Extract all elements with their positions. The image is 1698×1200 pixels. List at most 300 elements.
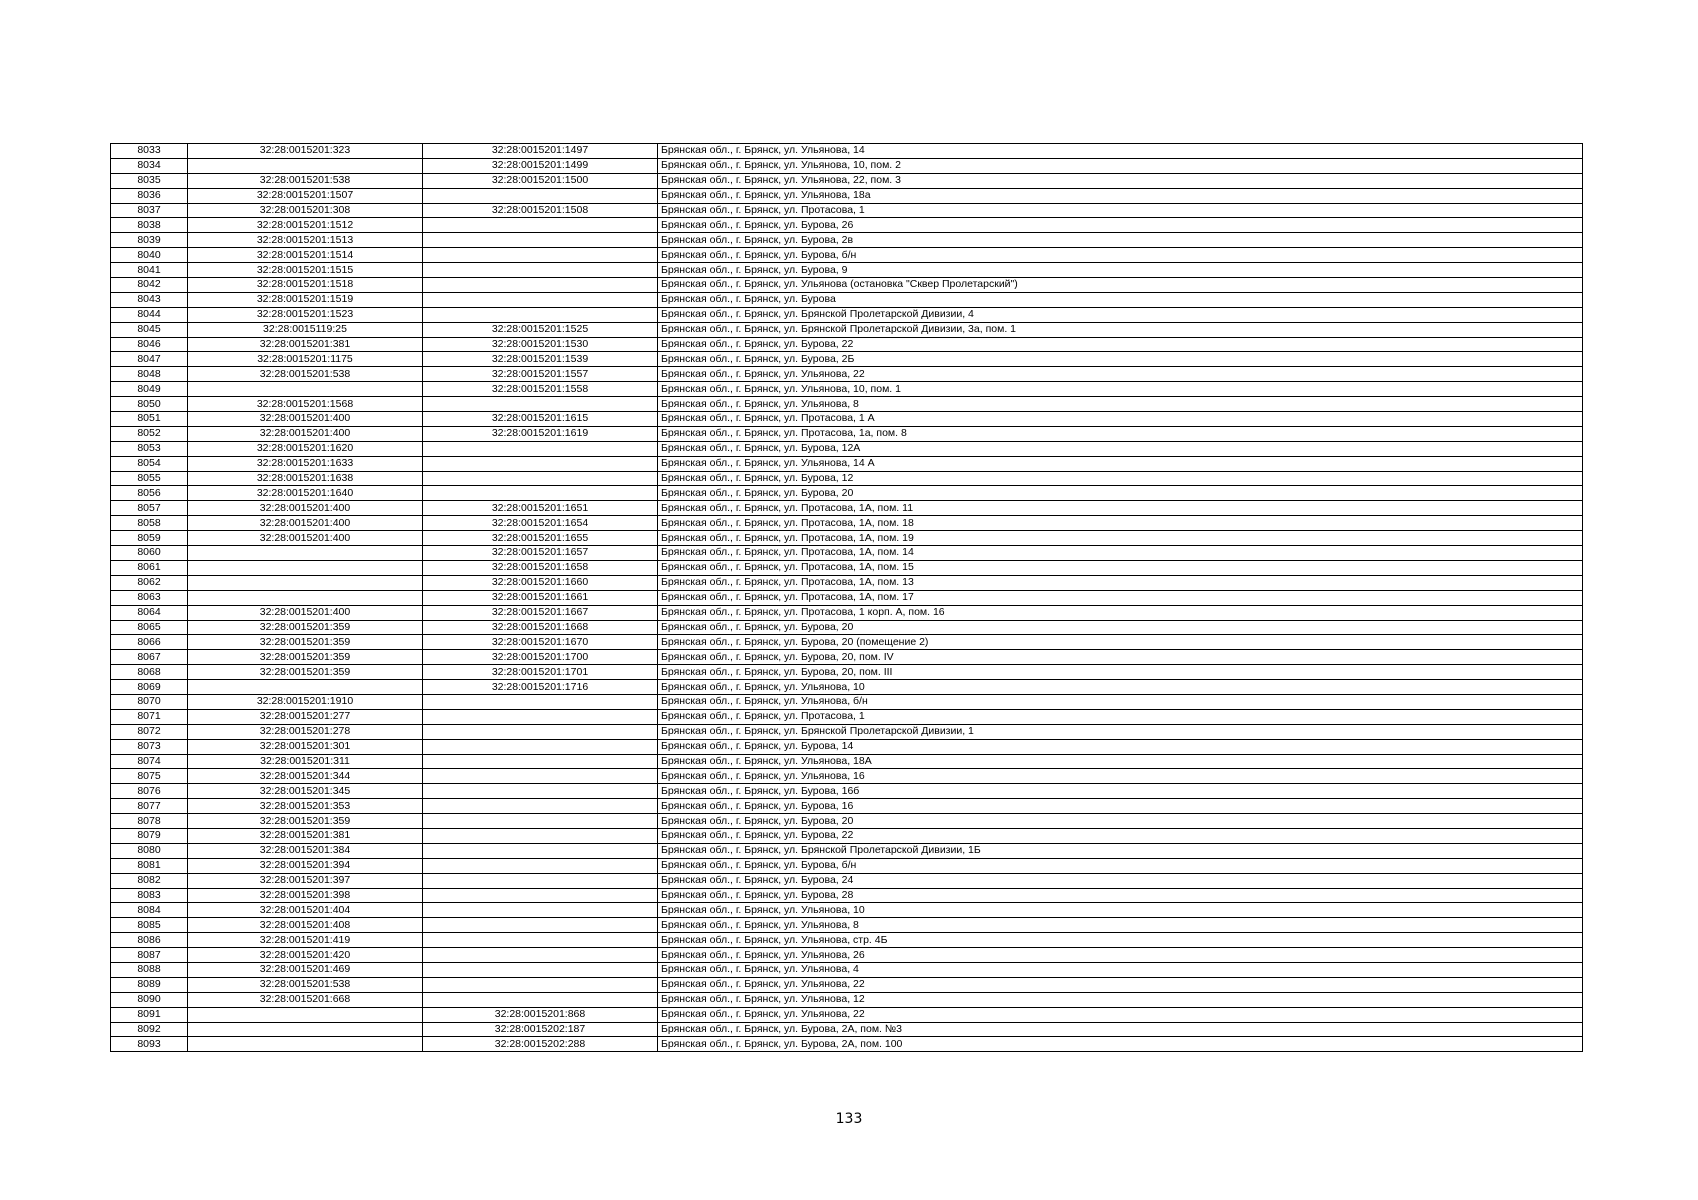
row-number-cell: 8071 xyxy=(111,709,188,724)
table-row xyxy=(111,292,1583,307)
land-cadastral-number-cell xyxy=(188,1022,423,1037)
address-cell: Брянская обл., г. Брянск, ул. Ульянова, 22 xyxy=(658,367,1583,382)
address-cell: Брянская обл., г. Брянск, ул. Бурова, 20 xyxy=(658,486,1583,501)
land-cadastral-number-cell: 32:28:0015201:469 xyxy=(188,962,423,977)
land-cadastral-number-cell: 32:28:0015201:1514 xyxy=(188,248,423,263)
table-row xyxy=(111,337,1583,352)
table-row xyxy=(111,918,1583,933)
table-row xyxy=(111,188,1583,203)
table-row xyxy=(111,1022,1583,1037)
table-row xyxy=(111,233,1583,248)
object-cadastral-number-cell: 32:28:0015201:1654 xyxy=(423,516,658,531)
address-cell: Брянская обл., г. Брянск, ул. Протасова, 1А, пом. 17 xyxy=(658,590,1583,605)
object-cadastral-number-cell: 32:28:0015201:868 xyxy=(423,1007,658,1022)
row-number-cell: 8055 xyxy=(111,471,188,486)
land-cadastral-number-cell: 32:28:0015201:301 xyxy=(188,739,423,754)
table-row xyxy=(111,828,1583,843)
object-cadastral-number-cell: 32:28:0015201:1716 xyxy=(423,680,658,695)
row-number-cell: 8051 xyxy=(111,412,188,427)
row-number-cell: 8034 xyxy=(111,158,188,173)
address-cell: Брянская обл., г. Брянск, ул. Ульянова, 22 xyxy=(658,1007,1583,1022)
land-cadastral-number-cell: 32:28:0015201:1519 xyxy=(188,292,423,307)
land-cadastral-number-cell: 32:28:0015201:359 xyxy=(188,650,423,665)
address-cell: Брянская обл., г. Брянск, ул. Брянской Пролетарской Дивизии, 1 xyxy=(658,724,1583,739)
object-cadastral-number-cell xyxy=(423,843,658,858)
land-cadastral-number-cell: 32:28:0015201:397 xyxy=(188,873,423,888)
table-row xyxy=(111,263,1583,278)
row-number-cell: 8082 xyxy=(111,873,188,888)
object-cadastral-number-cell xyxy=(423,307,658,322)
row-number-cell: 8081 xyxy=(111,858,188,873)
row-number-cell: 8087 xyxy=(111,948,188,963)
table-row xyxy=(111,412,1583,427)
land-cadastral-number-cell: 32:28:0015201:1175 xyxy=(188,352,423,367)
land-cadastral-number-cell xyxy=(188,1037,423,1052)
row-number-cell: 8070 xyxy=(111,694,188,709)
row-number-cell: 8054 xyxy=(111,456,188,471)
object-cadastral-number-cell xyxy=(423,784,658,799)
land-cadastral-number-cell: 32:28:0015201:359 xyxy=(188,665,423,680)
table-row xyxy=(111,367,1583,382)
row-number-cell: 8061 xyxy=(111,560,188,575)
land-cadastral-number-cell: 32:28:0015201:400 xyxy=(188,516,423,531)
land-cadastral-number-cell: 32:28:0015201:1515 xyxy=(188,263,423,278)
land-cadastral-number-cell: 32:28:0015201:400 xyxy=(188,531,423,546)
land-cadastral-number-cell xyxy=(188,680,423,695)
row-number-cell: 8037 xyxy=(111,203,188,218)
object-cadastral-number-cell: 32:28:0015201:1667 xyxy=(423,605,658,620)
land-cadastral-number-cell: 32:28:0015201:1513 xyxy=(188,233,423,248)
row-number-cell: 8049 xyxy=(111,382,188,397)
object-cadastral-number-cell xyxy=(423,709,658,724)
land-cadastral-number-cell: 32:28:0015201:353 xyxy=(188,799,423,814)
object-cadastral-number-cell xyxy=(423,888,658,903)
table-row xyxy=(111,278,1583,293)
address-cell: Брянская обл., г. Брянск, ул. Ульянова, стр. 4Б xyxy=(658,933,1583,948)
table-row xyxy=(111,575,1583,590)
address-cell: Брянская обл., г. Брянск, ул. Бурова, 24 xyxy=(658,873,1583,888)
address-cell: Брянская обл., г. Брянск, ул. Ульянова, 18А xyxy=(658,754,1583,769)
row-number-cell: 8050 xyxy=(111,397,188,412)
object-cadastral-number-cell: 32:28:0015201:1539 xyxy=(423,352,658,367)
table-row xyxy=(111,486,1583,501)
address-cell: Брянская обл., г. Брянск, ул. Протасова, 1 xyxy=(658,203,1583,218)
object-cadastral-number-cell xyxy=(423,769,658,784)
table-row xyxy=(111,307,1583,322)
address-cell: Брянская обл., г. Брянск, ул. Бурова, 26 xyxy=(658,218,1583,233)
object-cadastral-number-cell xyxy=(423,799,658,814)
row-number-cell: 8069 xyxy=(111,680,188,695)
object-cadastral-number-cell: 32:28:0015202:288 xyxy=(423,1037,658,1052)
table-row xyxy=(111,158,1583,173)
address-cell: Брянская обл., г. Брянск, ул. Ульянова, 8 xyxy=(658,918,1583,933)
address-cell: Брянская обл., г. Брянск, ул. Брянской Пролетарской Дивизии, 4 xyxy=(658,307,1583,322)
address-cell: Брянская обл., г. Брянск, ул. Ульянова, 10, пом. 1 xyxy=(658,382,1583,397)
row-number-cell: 8039 xyxy=(111,233,188,248)
address-cell: Брянская обл., г. Брянск, ул. Протасова, 1А, пом. 14 xyxy=(658,546,1583,561)
land-cadastral-number-cell: 32:28:0015119:25 xyxy=(188,322,423,337)
row-number-cell: 8065 xyxy=(111,620,188,635)
address-cell: Брянская обл., г. Брянск, ул. Ульянова, б/н xyxy=(658,694,1583,709)
row-number-cell: 8076 xyxy=(111,784,188,799)
object-cadastral-number-cell: 32:28:0015201:1660 xyxy=(423,575,658,590)
address-cell: Брянская обл., г. Брянск, ул. Брянской Пролетарской Дивизии, 1Б xyxy=(658,843,1583,858)
table-row xyxy=(111,248,1583,263)
row-number-cell: 8045 xyxy=(111,322,188,337)
address-cell: Брянская обл., г. Брянск, ул. Бурова, 2А, пом. 100 xyxy=(658,1037,1583,1052)
table-row xyxy=(111,203,1583,218)
row-number-cell: 8068 xyxy=(111,665,188,680)
row-number-cell: 8089 xyxy=(111,977,188,992)
address-cell: Брянская обл., г. Брянск, ул. Брянской Пролетарской Дивизии, 3а, пом. 1 xyxy=(658,322,1583,337)
land-cadastral-number-cell: 32:28:0015201:400 xyxy=(188,605,423,620)
table-row xyxy=(111,426,1583,441)
table-row xyxy=(111,1007,1583,1022)
table-row xyxy=(111,516,1583,531)
address-cell: Брянская обл., г. Брянск, ул. Бурова, 20, пом. III xyxy=(658,665,1583,680)
table-row xyxy=(111,784,1583,799)
address-cell: Брянская обл., г. Брянск, ул. Бурова, 20, пом. IV xyxy=(658,650,1583,665)
land-cadastral-number-cell: 32:28:0015201:277 xyxy=(188,709,423,724)
land-cadastral-number-cell: 32:28:0015201:400 xyxy=(188,426,423,441)
object-cadastral-number-cell: 32:28:0015201:1701 xyxy=(423,665,658,680)
object-cadastral-number-cell xyxy=(423,456,658,471)
table-row xyxy=(111,769,1583,784)
land-cadastral-number-cell: 32:28:0015201:278 xyxy=(188,724,423,739)
land-cadastral-number-cell: 32:28:0015201:1523 xyxy=(188,307,423,322)
land-cadastral-number-cell: 32:28:0015201:1640 xyxy=(188,486,423,501)
page-number: 133 xyxy=(835,1111,863,1127)
land-cadastral-number-cell: 32:28:0015201:1620 xyxy=(188,441,423,456)
land-cadastral-number-cell: 32:28:0015201:308 xyxy=(188,203,423,218)
address-cell: Брянская обл., г. Брянск, ул. Ульянова, 16 xyxy=(658,769,1583,784)
object-cadastral-number-cell xyxy=(423,397,658,412)
row-number-cell: 8085 xyxy=(111,918,188,933)
object-cadastral-number-cell: 32:28:0015201:1700 xyxy=(423,650,658,665)
address-cell: Брянская обл., г. Брянск, ул. Протасова, 1а, пом. 8 xyxy=(658,426,1583,441)
row-number-cell: 8079 xyxy=(111,828,188,843)
land-cadastral-number-cell xyxy=(188,546,423,561)
land-cadastral-number-cell: 32:28:0015201:394 xyxy=(188,858,423,873)
address-cell: Брянская обл., г. Брянск, ул. Протасова, 1А, пом. 11 xyxy=(658,501,1583,516)
object-cadastral-number-cell: 32:28:0015201:1619 xyxy=(423,426,658,441)
address-cell: Брянская обл., г. Брянск, ул. Бурова, б/н xyxy=(658,858,1583,873)
row-number-cell: 8047 xyxy=(111,352,188,367)
table-row xyxy=(111,814,1583,829)
table-row xyxy=(111,858,1583,873)
land-cadastral-number-cell: 32:28:0015201:420 xyxy=(188,948,423,963)
land-cadastral-number-cell: 32:28:0015201:1568 xyxy=(188,397,423,412)
row-number-cell: 8064 xyxy=(111,605,188,620)
address-cell: Брянская обл., г. Брянск, ул. Бурова xyxy=(658,292,1583,307)
address-cell: Брянская обл., г. Брянск, ул. Бурова, 12А xyxy=(658,441,1583,456)
object-cadastral-number-cell: 32:28:0015201:1668 xyxy=(423,620,658,635)
object-cadastral-number-cell xyxy=(423,903,658,918)
address-cell: Брянская обл., г. Брянск, ул. Бурова, 22 xyxy=(658,828,1583,843)
address-cell: Брянская обл., г. Брянск, ул. Протасова, 1А, пом. 18 xyxy=(658,516,1583,531)
object-cadastral-number-cell xyxy=(423,263,658,278)
object-cadastral-number-cell xyxy=(423,292,658,307)
land-cadastral-number-cell xyxy=(188,382,423,397)
table-row xyxy=(111,724,1583,739)
row-number-cell: 8059 xyxy=(111,531,188,546)
land-cadastral-number-cell: 32:28:0015201:404 xyxy=(188,903,423,918)
object-cadastral-number-cell: 32:28:0015201:1657 xyxy=(423,546,658,561)
table-row xyxy=(111,739,1583,754)
table-row xyxy=(111,531,1583,546)
land-cadastral-number-cell: 32:28:0015201:538 xyxy=(188,367,423,382)
row-number-cell: 8042 xyxy=(111,278,188,293)
address-cell: Брянская обл., г. Брянск, ул. Ульянова, 4 xyxy=(658,962,1583,977)
table-row xyxy=(111,144,1583,159)
object-cadastral-number-cell: 32:28:0015201:1558 xyxy=(423,382,658,397)
object-cadastral-number-cell xyxy=(423,858,658,873)
row-number-cell: 8090 xyxy=(111,992,188,1007)
address-cell: Брянская обл., г. Брянск, ул. Ульянова, 18а xyxy=(658,188,1583,203)
row-number-cell: 8043 xyxy=(111,292,188,307)
address-cell: Брянская обл., г. Брянск, ул. Бурова, 2А, пом. №3 xyxy=(658,1022,1583,1037)
row-number-cell: 8084 xyxy=(111,903,188,918)
table-row xyxy=(111,873,1583,888)
row-number-cell: 8074 xyxy=(111,754,188,769)
land-cadastral-number-cell xyxy=(188,158,423,173)
address-cell: Брянская обл., г. Брянск, ул. Бурова, 16б xyxy=(658,784,1583,799)
object-cadastral-number-cell xyxy=(423,188,658,203)
table-row xyxy=(111,843,1583,858)
land-cadastral-number-cell: 32:28:0015201:400 xyxy=(188,412,423,427)
table-row xyxy=(111,948,1583,963)
row-number-cell: 8083 xyxy=(111,888,188,903)
row-number-cell: 8062 xyxy=(111,575,188,590)
row-number-cell: 8078 xyxy=(111,814,188,829)
address-cell: Брянская обл., г. Брянск, ул. Ульянова, 10, пом. 2 xyxy=(658,158,1583,173)
object-cadastral-number-cell xyxy=(423,828,658,843)
object-cadastral-number-cell: 32:28:0015201:1655 xyxy=(423,531,658,546)
row-number-cell: 8066 xyxy=(111,635,188,650)
table-row xyxy=(111,1037,1583,1052)
address-cell: Брянская обл., г. Брянск, ул. Ульянова, 10 xyxy=(658,903,1583,918)
row-number-cell: 8093 xyxy=(111,1037,188,1052)
object-cadastral-number-cell xyxy=(423,694,658,709)
object-cadastral-number-cell xyxy=(423,933,658,948)
object-cadastral-number-cell: 32:28:0015201:1497 xyxy=(423,144,658,159)
table-row xyxy=(111,635,1583,650)
address-cell: Брянская обл., г. Брянск, ул. Ульянова, 8 xyxy=(658,397,1583,412)
land-cadastral-number-cell: 32:28:0015201:323 xyxy=(188,144,423,159)
object-cadastral-number-cell: 32:28:0015201:1670 xyxy=(423,635,658,650)
row-number-cell: 8038 xyxy=(111,218,188,233)
row-number-cell: 8048 xyxy=(111,367,188,382)
row-number-cell: 8077 xyxy=(111,799,188,814)
row-number-cell: 8041 xyxy=(111,263,188,278)
address-cell: Брянская обл., г. Брянск, ул. Бурова, 20 xyxy=(658,814,1583,829)
address-cell: Брянская обл., г. Брянск, ул. Бурова, б/н xyxy=(658,248,1583,263)
land-cadastral-number-cell: 32:28:0015201:1518 xyxy=(188,278,423,293)
land-cadastral-number-cell: 32:28:0015201:1633 xyxy=(188,456,423,471)
object-cadastral-number-cell: 32:28:0015201:1651 xyxy=(423,501,658,516)
land-cadastral-number-cell: 32:28:0015201:398 xyxy=(188,888,423,903)
row-number-cell: 8040 xyxy=(111,248,188,263)
address-cell: Брянская обл., г. Брянск, ул. Ульянова, 14 xyxy=(658,144,1583,159)
address-cell: Брянская обл., г. Брянск, ул. Ульянова, 14 А xyxy=(658,456,1583,471)
land-cadastral-number-cell: 32:28:0015201:419 xyxy=(188,933,423,948)
object-cadastral-number-cell xyxy=(423,441,658,456)
object-cadastral-number-cell xyxy=(423,873,658,888)
row-number-cell: 8052 xyxy=(111,426,188,441)
object-cadastral-number-cell xyxy=(423,739,658,754)
table-row xyxy=(111,680,1583,695)
object-cadastral-number-cell xyxy=(423,218,658,233)
land-cadastral-number-cell: 32:28:0015201:344 xyxy=(188,769,423,784)
table-row xyxy=(111,977,1583,992)
object-cadastral-number-cell: 32:28:0015201:1508 xyxy=(423,203,658,218)
object-cadastral-number-cell xyxy=(423,471,658,486)
row-number-cell: 8044 xyxy=(111,307,188,322)
object-cadastral-number-cell: 32:28:0015201:1500 xyxy=(423,173,658,188)
address-cell: Брянская обл., г. Брянск, ул. Ульянова, 10 xyxy=(658,680,1583,695)
land-cadastral-number-cell: 32:28:0015201:384 xyxy=(188,843,423,858)
land-cadastral-number-cell: 32:28:0015201:1507 xyxy=(188,188,423,203)
address-cell: Брянская обл., г. Брянск, ул. Протасова, 1А, пом. 19 xyxy=(658,531,1583,546)
land-cadastral-number-cell: 32:28:0015201:1638 xyxy=(188,471,423,486)
table-row xyxy=(111,352,1583,367)
object-cadastral-number-cell xyxy=(423,977,658,992)
land-cadastral-number-cell: 32:28:0015201:381 xyxy=(188,828,423,843)
object-cadastral-number-cell xyxy=(423,814,658,829)
land-cadastral-number-cell xyxy=(188,1007,423,1022)
row-number-cell: 8091 xyxy=(111,1007,188,1022)
row-number-cell: 8035 xyxy=(111,173,188,188)
row-number-cell: 8073 xyxy=(111,739,188,754)
address-cell: Брянская обл., г. Брянск, ул. Бурова, 22 xyxy=(658,337,1583,352)
address-cell: Брянская обл., г. Брянск, ул. Бурова, 14 xyxy=(658,739,1583,754)
row-number-cell: 8056 xyxy=(111,486,188,501)
table-row xyxy=(111,694,1583,709)
address-cell: Брянская обл., г. Брянск, ул. Ульянова, 12 xyxy=(658,992,1583,1007)
land-cadastral-number-cell xyxy=(188,575,423,590)
table-row xyxy=(111,173,1583,188)
object-cadastral-number-cell xyxy=(423,486,658,501)
row-number-cell: 8067 xyxy=(111,650,188,665)
address-cell: Брянская обл., г. Брянск, ул. Ульянова, 26 xyxy=(658,948,1583,963)
object-cadastral-number-cell: 32:28:0015201:1661 xyxy=(423,590,658,605)
table-row xyxy=(111,903,1583,918)
land-cadastral-number-cell: 32:28:0015201:1910 xyxy=(188,694,423,709)
land-cadastral-number-cell: 32:28:0015201:381 xyxy=(188,337,423,352)
row-number-cell: 8046 xyxy=(111,337,188,352)
row-number-cell: 8060 xyxy=(111,546,188,561)
table-row xyxy=(111,799,1583,814)
row-number-cell: 8072 xyxy=(111,724,188,739)
registry-table-body xyxy=(111,144,1583,1052)
address-cell: Брянская обл., г. Брянск, ул. Бурова, 20 (помещение 2) xyxy=(658,635,1583,650)
address-cell: Брянская обл., г. Брянск, ул. Протасова, 1А, пом. 15 xyxy=(658,560,1583,575)
table-row xyxy=(111,456,1583,471)
table-row xyxy=(111,709,1583,724)
table-row xyxy=(111,501,1583,516)
table-row xyxy=(111,665,1583,680)
object-cadastral-number-cell xyxy=(423,754,658,769)
address-cell: Брянская обл., г. Брянск, ул. Протасова, 1А, пом. 13 xyxy=(658,575,1583,590)
address-cell: Брянская обл., г. Брянск, ул. Бурова, 16 xyxy=(658,799,1583,814)
address-cell: Брянская обл., г. Брянск, ул. Бурова, 20 xyxy=(658,620,1583,635)
object-cadastral-number-cell xyxy=(423,248,658,263)
land-cadastral-number-cell xyxy=(188,560,423,575)
land-cadastral-number-cell: 32:28:0015201:668 xyxy=(188,992,423,1007)
row-number-cell: 8080 xyxy=(111,843,188,858)
table-row xyxy=(111,992,1583,1007)
object-cadastral-number-cell: 32:28:0015202:187 xyxy=(423,1022,658,1037)
land-cadastral-number-cell: 32:28:0015201:1512 xyxy=(188,218,423,233)
registry-table xyxy=(110,143,1583,1052)
address-cell: Брянская обл., г. Брянск, ул. Ульянова, 22, пом. 3 xyxy=(658,173,1583,188)
address-cell: Брянская обл., г. Брянск, ул. Бурова, 9 xyxy=(658,263,1583,278)
address-cell: Брянская обл., г. Брянск, ул. Бурова, 12 xyxy=(658,471,1583,486)
table-row xyxy=(111,546,1583,561)
row-number-cell: 8033 xyxy=(111,144,188,159)
address-cell: Брянская обл., г. Брянск, ул. Ульянова, 22 xyxy=(658,977,1583,992)
table-row xyxy=(111,605,1583,620)
land-cadastral-number-cell: 32:28:0015201:400 xyxy=(188,501,423,516)
table-row xyxy=(111,650,1583,665)
table-row xyxy=(111,620,1583,635)
address-cell: Брянская обл., г. Брянск, ул. Бурова, 2в xyxy=(658,233,1583,248)
object-cadastral-number-cell xyxy=(423,233,658,248)
land-cadastral-number-cell: 32:28:0015201:538 xyxy=(188,173,423,188)
row-number-cell: 8075 xyxy=(111,769,188,784)
row-number-cell: 8086 xyxy=(111,933,188,948)
land-cadastral-number-cell xyxy=(188,590,423,605)
table-row xyxy=(111,397,1583,412)
row-number-cell: 8063 xyxy=(111,590,188,605)
land-cadastral-number-cell: 32:28:0015201:538 xyxy=(188,977,423,992)
table-row xyxy=(111,218,1583,233)
address-cell: Брянская обл., г. Брянск, ул. Бурова, 2Б xyxy=(658,352,1583,367)
object-cadastral-number-cell xyxy=(423,962,658,977)
row-number-cell: 8036 xyxy=(111,188,188,203)
table-row xyxy=(111,471,1583,486)
address-cell: Брянская обл., г. Брянск, ул. Протасова, 1 корп. А, пом. 16 xyxy=(658,605,1583,620)
table-row xyxy=(111,441,1583,456)
object-cadastral-number-cell xyxy=(423,948,658,963)
row-number-cell: 8057 xyxy=(111,501,188,516)
land-cadastral-number-cell: 32:28:0015201:345 xyxy=(188,784,423,799)
table-row xyxy=(111,560,1583,575)
land-cadastral-number-cell: 32:28:0015201:311 xyxy=(188,754,423,769)
object-cadastral-number-cell: 32:28:0015201:1499 xyxy=(423,158,658,173)
table-row xyxy=(111,962,1583,977)
object-cadastral-number-cell xyxy=(423,918,658,933)
object-cadastral-number-cell: 32:28:0015201:1530 xyxy=(423,337,658,352)
land-cadastral-number-cell: 32:28:0015201:408 xyxy=(188,918,423,933)
object-cadastral-number-cell: 32:28:0015201:1615 xyxy=(423,412,658,427)
address-cell: Брянская обл., г. Брянск, ул. Протасова, 1 А xyxy=(658,412,1583,427)
table-row xyxy=(111,322,1583,337)
object-cadastral-number-cell: 32:28:0015201:1525 xyxy=(423,322,658,337)
table-row xyxy=(111,382,1583,397)
row-number-cell: 8092 xyxy=(111,1022,188,1037)
object-cadastral-number-cell: 32:28:0015201:1557 xyxy=(423,367,658,382)
table-row xyxy=(111,754,1583,769)
table-row xyxy=(111,933,1583,948)
object-cadastral-number-cell xyxy=(423,992,658,1007)
row-number-cell: 8053 xyxy=(111,441,188,456)
object-cadastral-number-cell: 32:28:0015201:1658 xyxy=(423,560,658,575)
land-cadastral-number-cell: 32:28:0015201:359 xyxy=(188,620,423,635)
object-cadastral-number-cell xyxy=(423,724,658,739)
address-cell: Брянская обл., г. Брянск, ул. Протасова, 1 xyxy=(658,709,1583,724)
object-cadastral-number-cell xyxy=(423,278,658,293)
